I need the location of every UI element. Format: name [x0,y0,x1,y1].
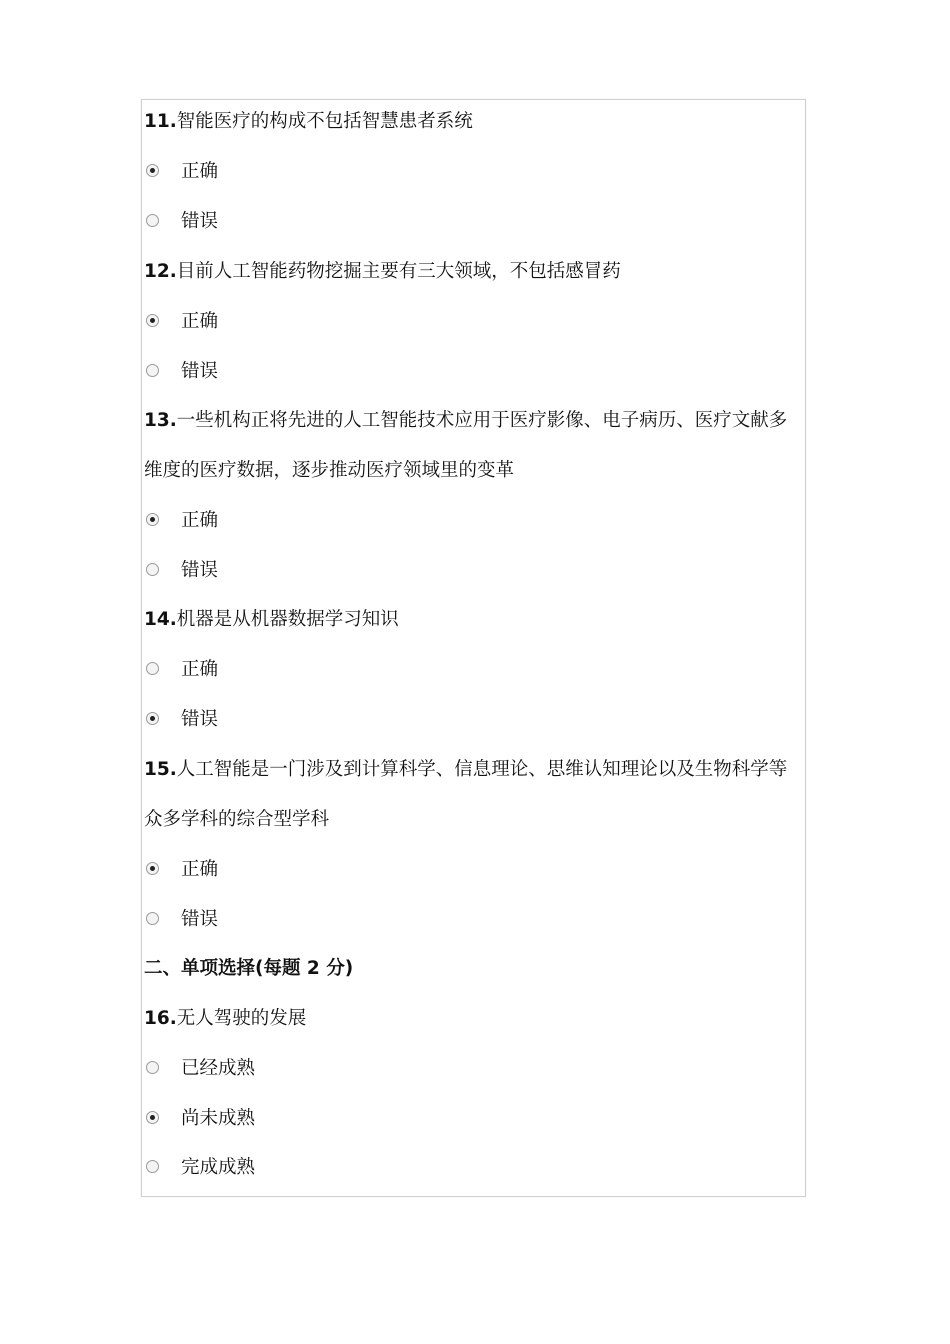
option-label: 错误 [181,709,219,730]
section-heading: 二、单项选择(每题 2 分) [144,958,354,979]
option-label: 完成成熟 [181,1157,256,1178]
question-text: 目前人工智能药物挖掘主要有三大领域，不包括感冒药 [176,261,621,282]
radio-button-checked[interactable] [146,164,159,177]
radio-button-checked[interactable] [146,712,159,725]
radio-button[interactable] [146,1061,159,1074]
radio-button-checked[interactable] [146,862,159,875]
option-label: 尚未成熟 [181,1108,256,1129]
option-label: 已经成熟 [181,1058,256,1079]
option-label: 正确 [181,161,219,182]
question-15-continued: 众多学科的综合型学科 [144,809,330,830]
question-12 [144,257,621,287]
radio-button-checked[interactable] [146,314,159,327]
radio-button[interactable] [146,1160,159,1173]
option-label: 错误 [181,560,219,581]
question-number: 16. [144,1008,177,1029]
question-text: 智能医疗的构成不包括智慧患者系统 [176,111,473,132]
radio-button[interactable] [146,912,159,925]
radio-button-checked[interactable] [146,513,159,526]
question-11 [144,107,473,137]
question-number: 11. [144,111,177,132]
option-label: 正确 [181,859,219,880]
question-number: 15. [144,759,177,780]
option-label: 正确 [181,659,219,680]
question-number: 14. [144,609,177,630]
option-label: 错误 [181,909,219,930]
question-13 [144,406,787,436]
question-13-continued: 维度的医疗数据，逐步推动医疗领域里的变革 [144,460,515,481]
radio-button[interactable] [146,563,159,576]
option-label: 错误 [181,211,219,232]
question-15 [144,755,787,785]
option-label: 正确 [181,311,219,332]
question-text: 人工智能是一门涉及到计算科学、信息理论、思维认知理论以及生物科学等 [176,759,788,780]
option-label: 错误 [181,361,219,382]
radio-button[interactable] [146,214,159,227]
radio-button[interactable] [146,364,159,377]
radio-button[interactable] [146,662,159,675]
question-16 [144,1004,306,1034]
question-14 [144,605,399,635]
radio-button-checked[interactable] [146,1111,159,1124]
question-text: 机器是从机器数据学习知识 [176,609,399,630]
question-number: 12. [144,261,177,282]
question-text: 一些机构正将先进的人工智能技术应用于医疗影像、电子病历、医疗文献多 [176,410,788,431]
question-text: 无人驾驶的发展 [176,1008,307,1029]
option-label: 正确 [181,510,219,531]
question-number: 13. [144,410,177,431]
